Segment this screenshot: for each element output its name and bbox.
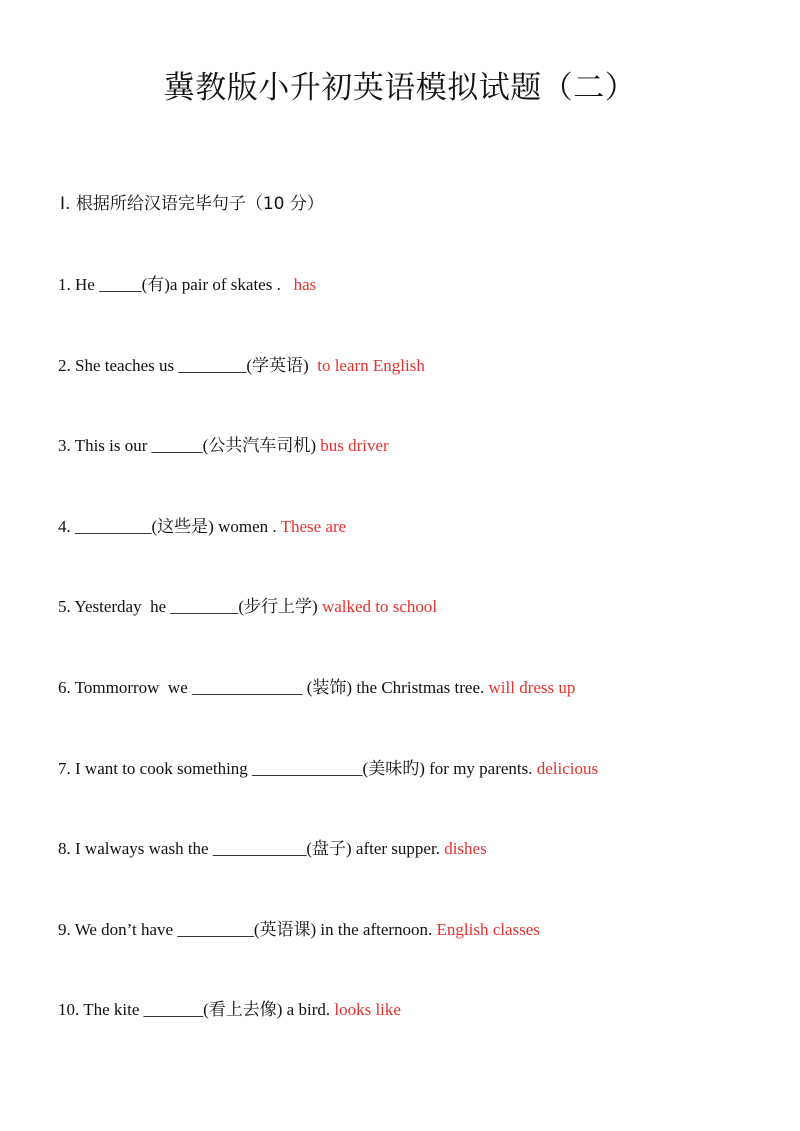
question-answer: English classes <box>436 919 540 939</box>
question-item <box>58 592 598 673</box>
question-prompt: 5. Yesterday he ________(步行上学) <box>58 597 322 617</box>
question-answer: dishes <box>444 839 487 859</box>
question-answer: walked to school <box>321 597 438 617</box>
question-list <box>58 270 598 1076</box>
question-prompt: 10. The kite _______(看上去像) a bird. <box>58 1000 335 1020</box>
question-answer: will dress up <box>488 677 576 697</box>
question-item <box>58 754 598 835</box>
page-title: 冀教版小升初英语模拟试题（二） <box>163 70 637 106</box>
question-prompt: 2. She teaches us ________(学英语) <box>58 355 318 375</box>
question-answer: to learn English <box>317 355 425 375</box>
question-item <box>58 915 598 996</box>
question-prompt: 7. I want to cook something _____________(美味旳) for my parents. <box>58 758 537 778</box>
question-item <box>58 270 598 351</box>
question-item <box>58 995 598 1076</box>
question-answer: delicious <box>536 758 599 778</box>
question-prompt: 4. _________(这些是) women . <box>58 516 281 536</box>
question-answer: bus driver <box>320 436 389 456</box>
question-item <box>58 351 598 432</box>
question-answer: looks like <box>334 1000 401 1020</box>
question-item <box>58 834 598 915</box>
question-prompt: 6. Tommorrow we _____________ (装饰) the Christmas tree. <box>58 677 489 697</box>
question-prompt: 9. We don’t have _________(英语课) in the afternoon. <box>58 919 437 939</box>
section-heading: Ⅰ. 根据所给汉语完毕句子（10 分） <box>60 194 324 214</box>
question-answer: These are <box>280 516 347 536</box>
question-answer: has <box>293 275 317 294</box>
question-item <box>58 512 598 593</box>
question-prompt: 3. This is our ______(公共汽车司机) <box>58 436 321 456</box>
question-item <box>58 673 598 754</box>
question-prompt: 1. He _____(有)a pair of skates . <box>58 275 294 294</box>
question-item <box>58 431 598 512</box>
question-prompt: 8. I walways wash the ___________(盘子) after supper. <box>58 839 445 859</box>
